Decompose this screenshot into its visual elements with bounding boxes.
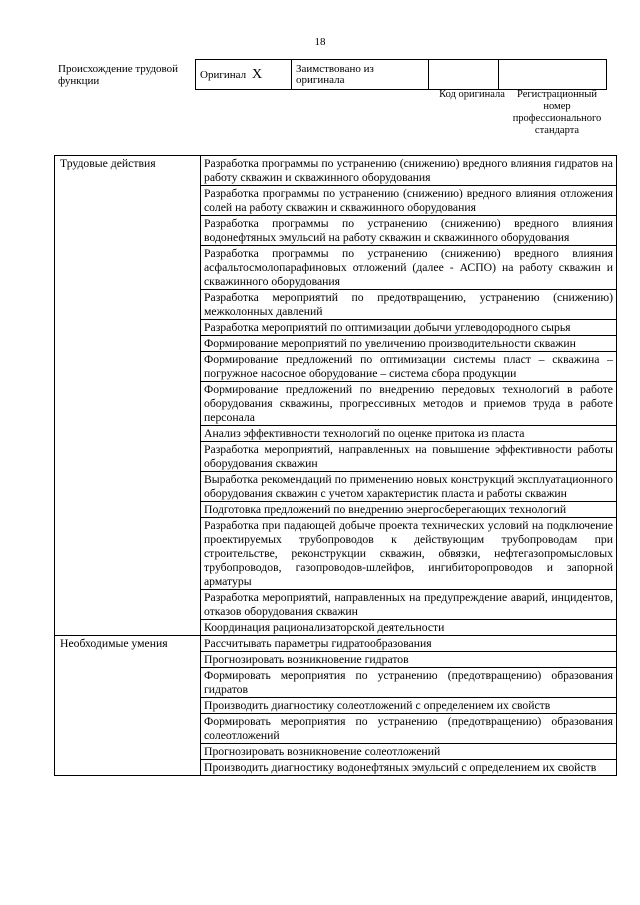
table-cell: Разработка программы по устранению (снижению) вредного влияния гидратов на работу скважин и скважинного оборудования [201,156,617,186]
table-cell: Координация рационализаторской деятельности [201,620,617,636]
table-cell: Формировать мероприятия по устранению (предотвращению) образования гидратов [201,668,617,698]
section-title: Трудовые действия [55,156,201,636]
table-cell: Разработка мероприятий по оптимизации добычи углеводородного сырья [201,320,617,336]
table-cell: Формирование предложений по оптимизации системы пласт – скважина – погружное насосное оборудование – система сбора продукции [201,352,617,382]
table-cell: Разработка при падающей добыче проекта технических условий на подключение проектируемых трубопроводов к действующим трубопроводам при строительстве, реконструкции скважин, обвязки, нефтегазопромысловых трубопроводов, газопроводов-шлейфов, ингибиторопроводов и запорной арматуры [201,518,617,590]
original-label: Оригинал [200,68,247,81]
original-mark: X [252,66,263,82]
table-cell: Формирование предложений по внедрению передовых технологий в работе оборудования скважины, прогрессивных методов и приемов труда в работе персонала [201,382,617,426]
origin-table [195,59,607,90]
table-cell: Разработка программы по устранению (снижению) вредного влияния асфальтосмолопарафиновых отложений (далее - АСПО) на работу скважин и скважинного оборудования [201,246,617,290]
page-number: 18 [314,36,326,48]
borrowed-cell: Заимствовано из оригинала [292,60,429,90]
table-row [55,636,617,652]
table-cell: Выработка рекомендаций по применению новых конструкций эксплуатационного оборудования скважин с учетом характеристик пласта и работы скважин [201,472,617,502]
table-cell: Прогнозировать возникновение солеотложений [201,744,617,760]
table-cell: Подготовка предложений по внедрению энергосберегающих технологий [201,502,617,518]
table-cell: Разработка программы по устранению (снижению) вредного влияния водонефтяных эмульсий на работу скважин и скважинного оборудования [201,216,617,246]
registration-caption: Регистрационный номер профессионального стандарта [512,89,602,136]
table-cell: Производить диагностику солеотложений с определением их свойств [201,698,617,714]
original-code-cell [429,60,499,90]
table-cell: Разработка мероприятий, направленных на повышение эффективности работы оборудования скважин [201,442,617,472]
table-cell: Формирование мероприятий по увеличению производительности скважин [201,336,617,352]
table-cell: Разработка мероприятий, направленных на предупреждение аварий, инцидентов, отказов оборудования скважин [201,590,617,620]
original-cell [196,60,292,90]
table-cell: Рассчитывать параметры гидратообразования [201,636,617,652]
table-row [55,156,617,186]
registration-number-cell [499,60,607,90]
table-cell: Производить диагностику водонефтяных эмульсий с определением их свойств [201,760,617,776]
section-title: Необходимые умения [55,636,201,776]
table-cell: Прогнозировать возникновение гидратов [201,652,617,668]
table-cell: Анализ эффективности технологий по оценке притока из пласта [201,426,617,442]
labor-functions-table [54,155,617,776]
table-cell: Разработка мероприятий по предотвращению, устранению (снижению) межколонных давлений [201,290,617,320]
table-cell: Разработка программы по устранению (снижению) вредного влияния отложения солей на работу скважин и скважинного оборудования [201,186,617,216]
origin-label: Происхождение трудовой функции [58,63,179,87]
code-caption: Код оригинала [439,89,505,100]
table-cell: Формировать мероприятия по устранению (предотвращению) образования солеотложений [201,714,617,744]
